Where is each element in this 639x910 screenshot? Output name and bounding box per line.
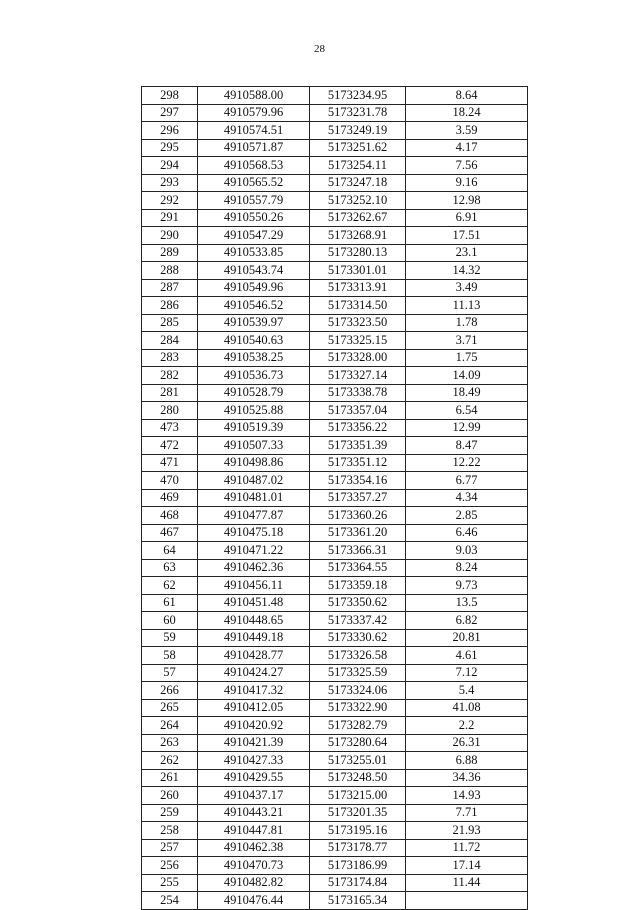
x-coordinate-cell: 4910588.00 bbox=[198, 87, 310, 105]
table-row bbox=[142, 507, 528, 525]
x-coordinate-cell: 4910449.18 bbox=[198, 629, 310, 647]
x-coordinate-cell: 4910533.85 bbox=[198, 244, 310, 262]
distance-cell: 26.31 bbox=[406, 734, 528, 752]
table-row bbox=[142, 857, 528, 875]
point-number-cell: 263 bbox=[142, 734, 198, 752]
y-coordinate-cell: 5173262.67 bbox=[310, 209, 406, 227]
y-coordinate-cell: 5173195.16 bbox=[310, 822, 406, 840]
x-coordinate-cell: 4910547.29 bbox=[198, 227, 310, 245]
x-coordinate-cell: 4910437.17 bbox=[198, 787, 310, 805]
point-number-cell: 473 bbox=[142, 419, 198, 437]
y-coordinate-cell: 5173354.16 bbox=[310, 472, 406, 490]
distance-cell: 18.24 bbox=[406, 104, 528, 122]
table-row bbox=[142, 612, 528, 630]
y-coordinate-cell: 5173313.91 bbox=[310, 279, 406, 297]
distance-cell: 9.73 bbox=[406, 577, 528, 595]
y-coordinate-cell: 5173351.39 bbox=[310, 437, 406, 455]
x-coordinate-cell: 4910498.86 bbox=[198, 454, 310, 472]
table-row bbox=[142, 297, 528, 315]
y-coordinate-cell: 5173356.22 bbox=[310, 419, 406, 437]
table-row bbox=[142, 157, 528, 175]
point-number-cell: 285 bbox=[142, 314, 198, 332]
x-coordinate-cell: 4910557.79 bbox=[198, 192, 310, 210]
y-coordinate-cell: 5173364.55 bbox=[310, 559, 406, 577]
distance-cell: 7.12 bbox=[406, 664, 528, 682]
table-row bbox=[142, 699, 528, 717]
distance-cell: 7.56 bbox=[406, 157, 528, 175]
point-number-cell: 58 bbox=[142, 647, 198, 665]
y-coordinate-cell: 5173357.04 bbox=[310, 402, 406, 420]
y-coordinate-cell: 5173252.10 bbox=[310, 192, 406, 210]
x-coordinate-cell: 4910538.25 bbox=[198, 349, 310, 367]
y-coordinate-cell: 5173359.18 bbox=[310, 577, 406, 595]
y-coordinate-cell: 5173323.50 bbox=[310, 314, 406, 332]
table-row bbox=[142, 174, 528, 192]
point-number-cell: 472 bbox=[142, 437, 198, 455]
x-coordinate-cell: 4910539.97 bbox=[198, 314, 310, 332]
x-coordinate-cell: 4910421.39 bbox=[198, 734, 310, 752]
y-coordinate-cell: 5173280.64 bbox=[310, 734, 406, 752]
x-coordinate-cell: 4910549.96 bbox=[198, 279, 310, 297]
y-coordinate-cell: 5173280.13 bbox=[310, 244, 406, 262]
point-number-cell: 261 bbox=[142, 769, 198, 787]
y-coordinate-cell: 5173351.12 bbox=[310, 454, 406, 472]
y-coordinate-cell: 5173254.11 bbox=[310, 157, 406, 175]
y-coordinate-cell: 5173338.78 bbox=[310, 384, 406, 402]
table-row bbox=[142, 122, 528, 140]
point-number-cell: 62 bbox=[142, 577, 198, 595]
distance-cell: 17.51 bbox=[406, 227, 528, 245]
table-row bbox=[142, 717, 528, 735]
x-coordinate-cell: 4910456.11 bbox=[198, 577, 310, 595]
y-coordinate-cell: 5173330.62 bbox=[310, 629, 406, 647]
x-coordinate-cell: 4910528.79 bbox=[198, 384, 310, 402]
point-number-cell: 280 bbox=[142, 402, 198, 420]
point-number-cell: 470 bbox=[142, 472, 198, 490]
table-row bbox=[142, 384, 528, 402]
point-number-cell: 289 bbox=[142, 244, 198, 262]
y-coordinate-cell: 5173178.77 bbox=[310, 839, 406, 857]
table-row bbox=[142, 192, 528, 210]
table-row bbox=[142, 419, 528, 437]
distance-cell: 12.98 bbox=[406, 192, 528, 210]
distance-cell: 6.82 bbox=[406, 612, 528, 630]
x-coordinate-cell: 4910447.81 bbox=[198, 822, 310, 840]
distance-cell: 6.77 bbox=[406, 472, 528, 490]
distance-cell: 3.71 bbox=[406, 332, 528, 350]
x-coordinate-cell: 4910487.02 bbox=[198, 472, 310, 490]
x-coordinate-cell: 4910448.65 bbox=[198, 612, 310, 630]
x-coordinate-cell: 4910546.52 bbox=[198, 297, 310, 315]
point-number-cell: 468 bbox=[142, 507, 198, 525]
table-row bbox=[142, 594, 528, 612]
table-row bbox=[142, 104, 528, 122]
x-coordinate-cell: 4910462.36 bbox=[198, 559, 310, 577]
table-row bbox=[142, 752, 528, 770]
point-number-cell: 64 bbox=[142, 542, 198, 560]
y-coordinate-cell: 5173255.01 bbox=[310, 752, 406, 770]
y-coordinate-cell: 5173251.62 bbox=[310, 139, 406, 157]
table-row bbox=[142, 209, 528, 227]
x-coordinate-cell: 4910417.32 bbox=[198, 682, 310, 700]
x-coordinate-cell: 4910568.53 bbox=[198, 157, 310, 175]
distance-cell: 12.99 bbox=[406, 419, 528, 437]
table-row bbox=[142, 402, 528, 420]
y-coordinate-cell: 5173360.26 bbox=[310, 507, 406, 525]
table-row bbox=[142, 262, 528, 280]
point-number-cell: 298 bbox=[142, 87, 198, 105]
y-coordinate-cell: 5173322.90 bbox=[310, 699, 406, 717]
distance-cell: 18.49 bbox=[406, 384, 528, 402]
y-coordinate-cell: 5173337.42 bbox=[310, 612, 406, 630]
x-coordinate-cell: 4910427.33 bbox=[198, 752, 310, 770]
point-number-cell: 471 bbox=[142, 454, 198, 472]
point-number-cell: 282 bbox=[142, 367, 198, 385]
x-coordinate-cell: 4910429.55 bbox=[198, 769, 310, 787]
distance-cell: 14.32 bbox=[406, 262, 528, 280]
table-row bbox=[142, 629, 528, 647]
point-number-cell: 295 bbox=[142, 139, 198, 157]
distance-cell: 6.88 bbox=[406, 752, 528, 770]
x-coordinate-cell: 4910525.88 bbox=[198, 402, 310, 420]
distance-cell: 1.75 bbox=[406, 349, 528, 367]
table-row bbox=[142, 682, 528, 700]
distance-cell: 41.08 bbox=[406, 699, 528, 717]
point-number-cell: 297 bbox=[142, 104, 198, 122]
point-number-cell: 283 bbox=[142, 349, 198, 367]
y-coordinate-cell: 5173366.31 bbox=[310, 542, 406, 560]
point-number-cell: 257 bbox=[142, 839, 198, 857]
distance-cell: 2.85 bbox=[406, 507, 528, 525]
table-row bbox=[142, 787, 528, 805]
distance-cell: 6.54 bbox=[406, 402, 528, 420]
distance-cell: 14.93 bbox=[406, 787, 528, 805]
point-number-cell: 256 bbox=[142, 857, 198, 875]
x-coordinate-cell: 4910475.18 bbox=[198, 524, 310, 542]
y-coordinate-cell: 5173282.79 bbox=[310, 717, 406, 735]
point-number-cell: 255 bbox=[142, 874, 198, 892]
distance-cell: 12.22 bbox=[406, 454, 528, 472]
y-coordinate-cell: 5173165.34 bbox=[310, 892, 406, 910]
table-row bbox=[142, 489, 528, 507]
table-row bbox=[142, 279, 528, 297]
x-coordinate-cell: 4910462.38 bbox=[198, 839, 310, 857]
point-number-cell: 254 bbox=[142, 892, 198, 910]
y-coordinate-cell: 5173215.00 bbox=[310, 787, 406, 805]
point-number-cell: 60 bbox=[142, 612, 198, 630]
x-coordinate-cell: 4910476.44 bbox=[198, 892, 310, 910]
point-number-cell: 292 bbox=[142, 192, 198, 210]
table-row bbox=[142, 577, 528, 595]
table-row bbox=[142, 472, 528, 490]
distance-cell: 21.93 bbox=[406, 822, 528, 840]
distance-cell: 20.81 bbox=[406, 629, 528, 647]
table-row bbox=[142, 332, 528, 350]
point-number-cell: 291 bbox=[142, 209, 198, 227]
x-coordinate-cell: 4910507.33 bbox=[198, 437, 310, 455]
table-row bbox=[142, 454, 528, 472]
y-coordinate-cell: 5173327.14 bbox=[310, 367, 406, 385]
y-coordinate-cell: 5173350.62 bbox=[310, 594, 406, 612]
coordinates-table bbox=[141, 86, 528, 910]
x-coordinate-cell: 4910579.96 bbox=[198, 104, 310, 122]
point-number-cell: 469 bbox=[142, 489, 198, 507]
distance-cell: 7.71 bbox=[406, 804, 528, 822]
table-row bbox=[142, 647, 528, 665]
point-number-cell: 63 bbox=[142, 559, 198, 577]
y-coordinate-cell: 5173325.59 bbox=[310, 664, 406, 682]
table-row bbox=[142, 892, 528, 910]
x-coordinate-cell: 4910424.27 bbox=[198, 664, 310, 682]
point-number-cell: 262 bbox=[142, 752, 198, 770]
x-coordinate-cell: 4910571.87 bbox=[198, 139, 310, 157]
point-number-cell: 260 bbox=[142, 787, 198, 805]
y-coordinate-cell: 5173314.50 bbox=[310, 297, 406, 315]
distance-cell: 4.61 bbox=[406, 647, 528, 665]
x-coordinate-cell: 4910412.05 bbox=[198, 699, 310, 717]
x-coordinate-cell: 4910536.73 bbox=[198, 367, 310, 385]
distance-cell: 23.1 bbox=[406, 244, 528, 262]
distance-cell: 6.91 bbox=[406, 209, 528, 227]
table-row bbox=[142, 87, 528, 105]
table-row bbox=[142, 139, 528, 157]
x-coordinate-cell: 4910543.74 bbox=[198, 262, 310, 280]
x-coordinate-cell: 4910540.63 bbox=[198, 332, 310, 350]
distance-cell: 8.47 bbox=[406, 437, 528, 455]
point-number-cell: 293 bbox=[142, 174, 198, 192]
table-row bbox=[142, 349, 528, 367]
y-coordinate-cell: 5173361.20 bbox=[310, 524, 406, 542]
point-number-cell: 287 bbox=[142, 279, 198, 297]
table-row bbox=[142, 804, 528, 822]
table-row bbox=[142, 437, 528, 455]
y-coordinate-cell: 5173326.58 bbox=[310, 647, 406, 665]
point-number-cell: 264 bbox=[142, 717, 198, 735]
distance-cell: 3.59 bbox=[406, 122, 528, 140]
table-row bbox=[142, 367, 528, 385]
y-coordinate-cell: 5173249.19 bbox=[310, 122, 406, 140]
x-coordinate-cell: 4910428.77 bbox=[198, 647, 310, 665]
point-number-cell: 281 bbox=[142, 384, 198, 402]
table-row bbox=[142, 822, 528, 840]
table-row bbox=[142, 769, 528, 787]
y-coordinate-cell: 5173174.84 bbox=[310, 874, 406, 892]
point-number-cell: 296 bbox=[142, 122, 198, 140]
x-coordinate-cell: 4910471.22 bbox=[198, 542, 310, 560]
distance-cell: 4.34 bbox=[406, 489, 528, 507]
y-coordinate-cell: 5173268.91 bbox=[310, 227, 406, 245]
distance-cell: 13.5 bbox=[406, 594, 528, 612]
table-row bbox=[142, 227, 528, 245]
table-row bbox=[142, 314, 528, 332]
distance-cell: 2.2 bbox=[406, 717, 528, 735]
table-row bbox=[142, 839, 528, 857]
point-number-cell: 288 bbox=[142, 262, 198, 280]
y-coordinate-cell: 5173324.06 bbox=[310, 682, 406, 700]
table-row bbox=[142, 524, 528, 542]
point-number-cell: 258 bbox=[142, 822, 198, 840]
point-number-cell: 286 bbox=[142, 297, 198, 315]
distance-cell: 8.64 bbox=[406, 87, 528, 105]
y-coordinate-cell: 5173357.27 bbox=[310, 489, 406, 507]
page-number: 28 bbox=[314, 43, 325, 55]
point-number-cell: 266 bbox=[142, 682, 198, 700]
x-coordinate-cell: 4910420.92 bbox=[198, 717, 310, 735]
y-coordinate-cell: 5173186.99 bbox=[310, 857, 406, 875]
x-coordinate-cell: 4910481.01 bbox=[198, 489, 310, 507]
distance-cell: 14.09 bbox=[406, 367, 528, 385]
y-coordinate-cell: 5173201.35 bbox=[310, 804, 406, 822]
table-row bbox=[142, 244, 528, 262]
table-row bbox=[142, 542, 528, 560]
distance-cell: 8.24 bbox=[406, 559, 528, 577]
point-number-cell: 61 bbox=[142, 594, 198, 612]
y-coordinate-cell: 5173247.18 bbox=[310, 174, 406, 192]
x-coordinate-cell: 4910470.73 bbox=[198, 857, 310, 875]
distance-cell: 3.49 bbox=[406, 279, 528, 297]
x-coordinate-cell: 4910443.21 bbox=[198, 804, 310, 822]
distance-cell: 5.4 bbox=[406, 682, 528, 700]
distance-cell: 4.17 bbox=[406, 139, 528, 157]
point-number-cell: 294 bbox=[142, 157, 198, 175]
point-number-cell: 265 bbox=[142, 699, 198, 717]
y-coordinate-cell: 5173234.95 bbox=[310, 87, 406, 105]
point-number-cell: 284 bbox=[142, 332, 198, 350]
point-number-cell: 290 bbox=[142, 227, 198, 245]
distance-cell bbox=[406, 892, 528, 910]
y-coordinate-cell: 5173301.01 bbox=[310, 262, 406, 280]
table-row bbox=[142, 734, 528, 752]
x-coordinate-cell: 4910519.39 bbox=[198, 419, 310, 437]
x-coordinate-cell: 4910565.52 bbox=[198, 174, 310, 192]
distance-cell: 6.46 bbox=[406, 524, 528, 542]
coordinates-table-body bbox=[142, 87, 528, 910]
distance-cell: 11.44 bbox=[406, 874, 528, 892]
point-number-cell: 259 bbox=[142, 804, 198, 822]
x-coordinate-cell: 4910550.26 bbox=[198, 209, 310, 227]
table-row bbox=[142, 874, 528, 892]
distance-cell: 17.14 bbox=[406, 857, 528, 875]
y-coordinate-cell: 5173231.78 bbox=[310, 104, 406, 122]
point-number-cell: 59 bbox=[142, 629, 198, 647]
y-coordinate-cell: 5173328.00 bbox=[310, 349, 406, 367]
distance-cell: 1.78 bbox=[406, 314, 528, 332]
x-coordinate-cell: 4910477.87 bbox=[198, 507, 310, 525]
distance-cell: 11.13 bbox=[406, 297, 528, 315]
distance-cell: 9.16 bbox=[406, 174, 528, 192]
point-number-cell: 57 bbox=[142, 664, 198, 682]
point-number-cell: 467 bbox=[142, 524, 198, 542]
x-coordinate-cell: 4910482.82 bbox=[198, 874, 310, 892]
distance-cell: 9.03 bbox=[406, 542, 528, 560]
x-coordinate-cell: 4910574.51 bbox=[198, 122, 310, 140]
x-coordinate-cell: 4910451.48 bbox=[198, 594, 310, 612]
table-row bbox=[142, 664, 528, 682]
distance-cell: 11.72 bbox=[406, 839, 528, 857]
distance-cell: 34.36 bbox=[406, 769, 528, 787]
table-row bbox=[142, 559, 528, 577]
y-coordinate-cell: 5173248.50 bbox=[310, 769, 406, 787]
y-coordinate-cell: 5173325.15 bbox=[310, 332, 406, 350]
